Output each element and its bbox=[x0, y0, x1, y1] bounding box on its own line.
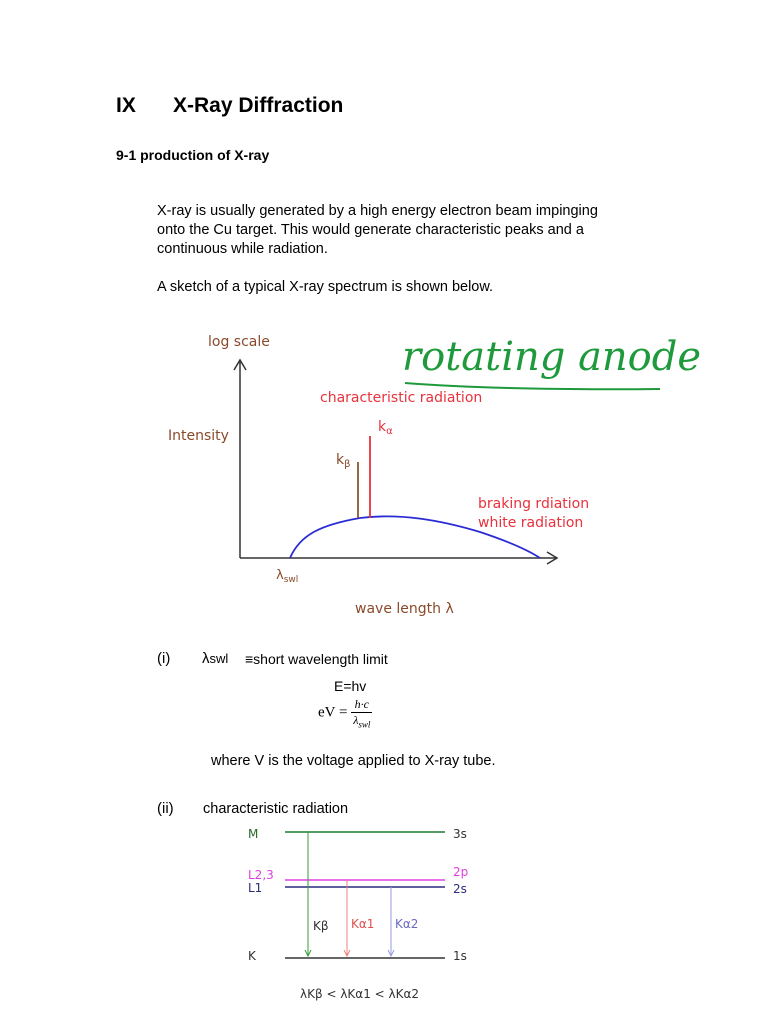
wavelength-relation: λKβ < λKα1 < λKα2 bbox=[300, 987, 420, 1001]
chapter-number: IX bbox=[116, 94, 136, 117]
orbital-2p-label: 2p bbox=[453, 865, 469, 879]
xray-spectrum-figure bbox=[0, 310, 768, 630]
k-beta-transition-label: Kβ bbox=[313, 919, 329, 933]
k-alpha2-transition-label: Kα2 bbox=[395, 917, 419, 931]
k-alpha-label: $k_\alpha$ bbox=[378, 419, 393, 437]
wavelength-axis-label: wave length λ bbox=[355, 601, 454, 617]
orbital-3s-label: 3s bbox=[453, 827, 467, 841]
white-radiation-label: white radiation bbox=[478, 515, 584, 531]
paragraph-line-3: continuous while radiation. bbox=[157, 241, 328, 257]
energy-level-diagram bbox=[0, 818, 768, 1018]
characteristic-radiation-label: characteristic radiation bbox=[320, 390, 483, 406]
lambda-swl-label: $\lambda_{swl}$ bbox=[276, 568, 299, 585]
intensity-label: Intensity bbox=[168, 428, 229, 444]
orbital-2s-label: 2s bbox=[453, 882, 467, 896]
handwriting-rotating-anode: rotating anode bbox=[402, 334, 702, 380]
level-k-label: K bbox=[248, 949, 256, 963]
short-wavelength-definition: ≡short wavelength limit bbox=[245, 651, 388, 667]
handwriting-underline bbox=[405, 383, 660, 389]
level-m-label: M bbox=[248, 827, 259, 841]
level-l23-label: L2,3 bbox=[248, 868, 274, 882]
paragraph-line-1: X-ray is usually generated by a high energy electron beam impinging bbox=[157, 203, 598, 219]
log-scale-label: log scale bbox=[208, 334, 270, 350]
paragraph-line-4: A sketch of a typical X-ray spectrum is shown below. bbox=[157, 279, 494, 295]
lambda-swl-symbol: λswl bbox=[202, 650, 229, 667]
section-title: 9-1 production of X-ray bbox=[116, 147, 270, 163]
characteristic-radiation-title: characteristic radiation bbox=[203, 801, 349, 817]
paragraph-line-2: onto the Cu target. This would generate characteristic peaks and a bbox=[157, 222, 584, 238]
chapter-title: X-Ray Diffraction bbox=[173, 94, 344, 117]
voltage-note: where V is the voltage applied to X-ray tube. bbox=[211, 753, 496, 769]
orbital-1s-label: 1s bbox=[453, 949, 467, 963]
handwriting-annotation bbox=[402, 334, 701, 389]
item-i-marker: (i) bbox=[157, 650, 171, 667]
equation-fraction: $\frac{h\cdot c}{\lambda_{swl}}$ bbox=[353, 697, 371, 730]
equation-ev: eV = $\frac{h\cdot c}{\lambda_{swl}}$ bbox=[318, 697, 371, 730]
item-ii-marker: (ii) bbox=[157, 800, 174, 817]
level-l1-label: L1 bbox=[248, 881, 263, 895]
k-alpha1-transition-label: Kα1 bbox=[351, 917, 375, 931]
braking-radiation-label: braking rdiation bbox=[478, 496, 590, 512]
equation-e-hv: E=hv bbox=[334, 678, 367, 694]
k-beta-label: $k_\beta$ bbox=[336, 452, 351, 470]
